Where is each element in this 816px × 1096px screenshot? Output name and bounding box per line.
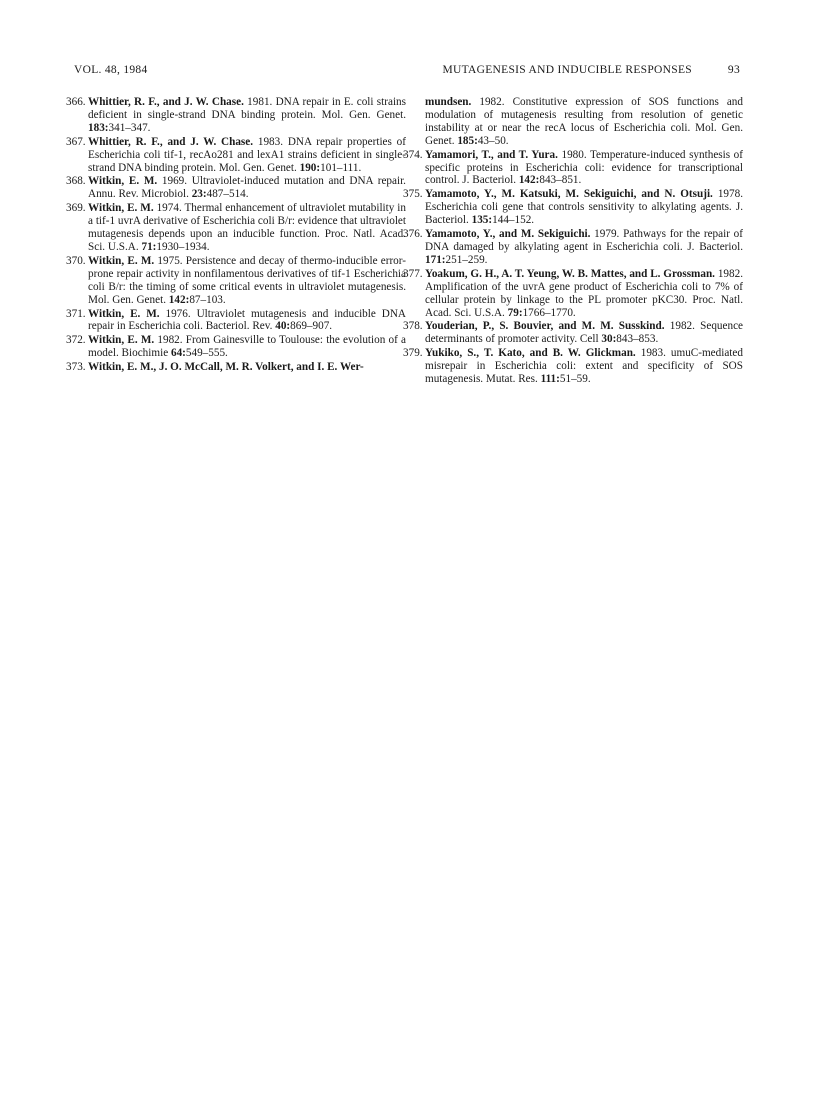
reference-authors: Witkin, E. M. [88,254,155,267]
reference-authors: Witkin, E. M. [88,175,158,188]
reference-volume: 79: [507,306,523,319]
reference-volume: 111: [540,373,560,386]
reference-368 [66,175,406,201]
reference-text: 1979. Pathways for the repair of DNA damaged by alkylating agent in Escherichia coli. J. Bacteriol. [425,228,744,253]
reference-volume: 142: [168,293,190,306]
reference-number: 377. [403,267,423,280]
reference-text: 1982. From Gainesville to Toulouse: the evolution of a model. Biochimie [88,334,406,360]
reference-volume: 183: [88,121,109,134]
reference-373-continued [425,96,743,148]
reference-authors: Yamamori, T., and T. Yura. [425,148,558,161]
reference-authors: Yukiko, S., T. Kato, and B. W. Glickman. [425,347,636,360]
reference-text: 1982. Sequence determinants of promoter activity. Cell [425,320,743,346]
reference-volume: 23: [191,188,207,201]
page-number: 93 [727,64,740,76]
reference-number: 379. [403,347,423,360]
reference-text: 1981. DNA repair in E. coli strains deficient in single-strand DNA binding protein. Mol. Gen. Genet. [88,96,406,121]
reference-volume: 171: [425,253,446,266]
reference-pages: 251–259. [445,253,488,266]
reference-pages: 341–347. [108,121,151,134]
reference-371 [66,307,406,334]
reference-volume: 71: [141,240,157,253]
reference-text: 1978. Escherichia coli gene that controls sensitivity to alkylating agents. J. Bacteriol. [425,188,743,227]
reference-pages: 87–103. [189,293,226,306]
reference-authors: Yoakum, G. H., A. T. Yeung, W. B. Mattes, and L. Grossman. [425,267,715,280]
reference-text: 1976. Ultraviolet mutagenesis and inducible DNA repair in Escherichia coli. Bacteriol. Rev. [88,307,406,333]
volume-label: VOL. 48, 1984 [74,64,148,76]
reference-text: 1975. Persistence and decay of thermo-inducible error-prone repair activity in nonfilamentous derivatives of tif-1 Escherichia coli B/r: the timing of some critical events in ultraviolet mutagenesis. Mol. Gen. Genet. [88,254,406,306]
reference-366 [66,96,406,135]
reference-number: 371. [66,307,86,320]
reference-volume: 40: [275,320,291,333]
reference-authors: mundsen. [425,96,472,108]
reference-number: 366. [66,96,86,108]
reference-pages: 869–907. [290,320,333,333]
reference-pages: 549–555. [185,347,228,360]
reference-pages: 487–514. [206,188,249,201]
reference-number: 373. [66,361,86,374]
reference-authors: Whittier, R. F., and J. W. Chase. [88,96,244,108]
reference-text: 1980. Temperature-induced synthesis of specific proteins in Escherichia coli: evidence for transcriptional control. J. Bacteriol. [425,148,743,187]
reference-number: 372. [66,334,86,347]
reference-pages: 1930–1934. [156,240,210,253]
reference-text: 1983. DNA repair properties of Escherichia coli tif-1, recAo281 and lexA1 strains deficient in single-strand DNA binding protein. Mol. Gen. Genet. [88,135,406,174]
reference-text: 1982. Amplification of the uvrA gene product of Escherichia coli to 7% of cellular protein by linkage to the PL promoter pKC30. Proc. Natl. Acad. Sci. U.S.A. [425,267,743,319]
reference-authors: Witkin, E. M. [88,202,154,215]
reference-373 [66,361,406,374]
reference-volume: 30: [601,333,617,346]
reference-number: 370. [66,254,86,267]
left-column [66,96,406,375]
reference-372 [66,334,406,360]
reference-pages: 101–111. [320,161,362,174]
reference-text: 1982. Constitutive expression of SOS functions and modulation of mutagenesis resulting from resolution of genetic instability at or near the recA locus of Escherichia coli. Mol. Gen. Genet. [425,96,743,147]
reference-pages: 1766–1770. [522,306,576,319]
reference-number: 367. [66,135,86,148]
right-column [403,96,744,387]
reference-374 [403,148,743,188]
reference-volume: 185: [457,134,478,147]
reference-authors: Yamamoto, Y., M. Katsuki, M. Sekiguichi, and N. Otsuji. [425,188,713,201]
reference-376 [403,228,744,267]
reference-volume: 142: [518,174,540,187]
reference-text: 1969. Ultraviolet-induced mutation and DNA repair. Annu. Rev. Microbiol. [88,175,406,201]
reference-375 [403,188,743,227]
reference-pages: 51–59. [559,373,591,386]
reference-379 [403,347,743,386]
reference-370 [66,254,406,307]
reference-authors: Yamamoto, Y., and M. Sekiguichi. [425,228,591,241]
reference-378 [403,320,743,346]
reference-pages: 43–50. [477,134,509,147]
reference-text: 1983. umuC-mediated misrepair in Escherichia coli: extent and specificity of SOS mutagenesis. Mutat. Res. [425,347,743,386]
reference-authors: Whittier, R. F., and J. W. Chase. [88,135,254,148]
reference-number: 375. [403,188,423,201]
reference-369 [66,202,406,254]
reference-number: 368. [66,175,86,188]
reference-volume: 190: [299,161,321,174]
running-header [74,64,740,80]
running-title: MUTAGENESIS AND INDUCIBLE RESPONSES [442,64,692,76]
reference-377 [403,267,743,320]
reference-number: 378. [403,320,423,333]
reference-authors: Witkin, E. M. [88,334,155,347]
reference-pages: 843–853. [616,333,659,346]
reference-number: 369. [66,202,86,215]
reference-pages: 144–152. [492,214,535,227]
reference-authors: Youderian, P., S. Bouvier, and M. M. Susskind. [425,320,665,333]
reference-volume: 64: [170,347,186,360]
reference-text: 1974. Thermal enhancement of ultraviolet mutability in a tif-1 uvrA derivative of Escherichia coli B/r: evidence that ultraviolet mutagenesis depends upon an inducible function. Proc. Natl. Acad. Sci. U.S.A. [88,202,406,253]
reference-367 [66,135,406,175]
reference-authors: Witkin, E. M. [88,307,160,320]
reference-number: 374. [403,148,423,161]
reference-number: 376. [403,228,423,241]
reference-authors: Witkin, E. M., J. O. McCall, M. R. Volkert, and I. E. Wer- [88,361,364,374]
reference-volume: 135: [471,214,493,227]
reference-pages: 843–851. [539,174,582,187]
